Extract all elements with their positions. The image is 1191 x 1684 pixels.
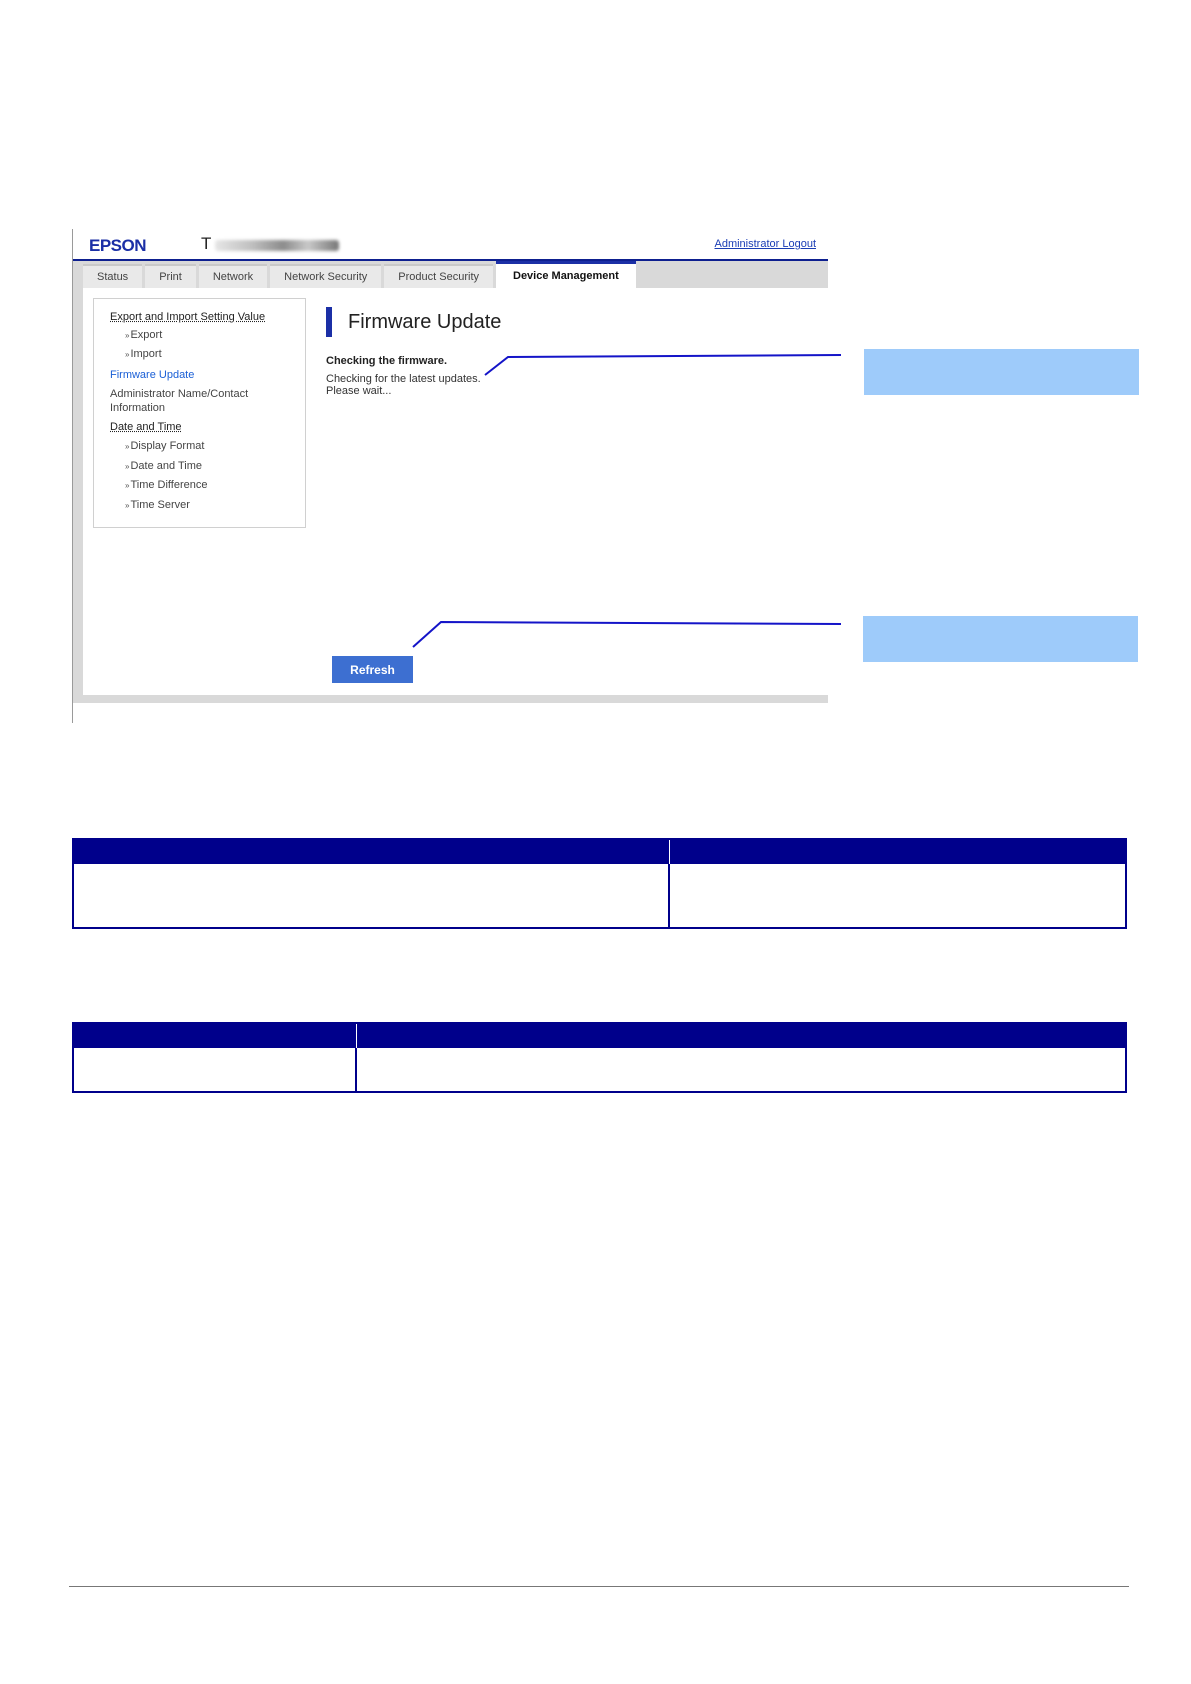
table-cell [356, 1048, 1126, 1092]
table-cell [73, 1048, 356, 1092]
tab-bar [83, 263, 828, 288]
refresh-callout-box [863, 616, 1138, 662]
table-header-cell [669, 839, 1126, 864]
tab-device-management[interactable]: Device Management [496, 261, 636, 288]
web-config-footer-bar [83, 695, 828, 703]
model-name-blurred [201, 235, 397, 255]
page-title: Firmware Update [326, 307, 501, 337]
status-message-line: Checking for the latest updates. [326, 373, 481, 385]
table-cell [73, 864, 669, 928]
web-config-screenshot [72, 229, 828, 723]
tab-product-security[interactable]: Product Security [384, 264, 493, 288]
description-table-2 [72, 1022, 1127, 1093]
table-header-cell [73, 1023, 356, 1048]
sidebar-item-display-format[interactable]: » Display Format [125, 440, 204, 452]
table-header-row [73, 839, 1126, 864]
tab-print[interactable]: Print [145, 264, 196, 288]
status-heading: Checking the firmware. [326, 355, 448, 367]
model-initial: T [201, 234, 212, 253]
sidebar-menu [93, 298, 306, 528]
table-row [73, 1048, 1126, 1092]
sidebar-item-admin-name-contact[interactable]: Administrator Name/Contact Information [110, 388, 249, 414]
tab-network-security[interactable]: Network Security [270, 264, 381, 288]
tab-status[interactable]: Status [83, 264, 142, 288]
description-table-1 [72, 838, 1127, 929]
sidebar-item-time-difference[interactable]: » Time Difference [125, 479, 207, 491]
web-config-header [73, 229, 828, 261]
tab-network[interactable]: Network [199, 264, 267, 288]
refresh-button[interactable]: Refresh [332, 656, 413, 683]
table-header-cell [356, 1023, 1126, 1048]
blurred-model-text [215, 240, 339, 251]
table-cell [669, 864, 1126, 928]
sidebar-item-firmware-update[interactable]: Firmware Update [110, 369, 195, 381]
footer-divider [69, 1586, 1129, 1587]
sidebar-item-import[interactable]: » Import [125, 348, 162, 360]
administrator-logout-link[interactable]: Administrator Logout [714, 238, 816, 250]
screenshot-bottom-margin [73, 703, 828, 723]
sidebar-date-time-heading[interactable]: Date and Time [110, 421, 182, 433]
sidebar-export-import-heading[interactable]: Export and Import Setting Value [110, 311, 266, 323]
sidebar-item-date-and-time[interactable]: » Date and Time [125, 460, 202, 472]
sidebar-item-time-server[interactable]: » Time Server [125, 499, 190, 511]
table-row [73, 864, 1126, 928]
epson-logo: EPSON [89, 236, 147, 255]
table-header-cell [73, 839, 669, 864]
main-content-area [83, 288, 828, 695]
status-wait-line: Please wait... [326, 385, 392, 397]
status-callout-box [864, 349, 1139, 395]
sidebar-item-export[interactable]: » Export [125, 329, 162, 341]
table-header-row [73, 1023, 1126, 1048]
